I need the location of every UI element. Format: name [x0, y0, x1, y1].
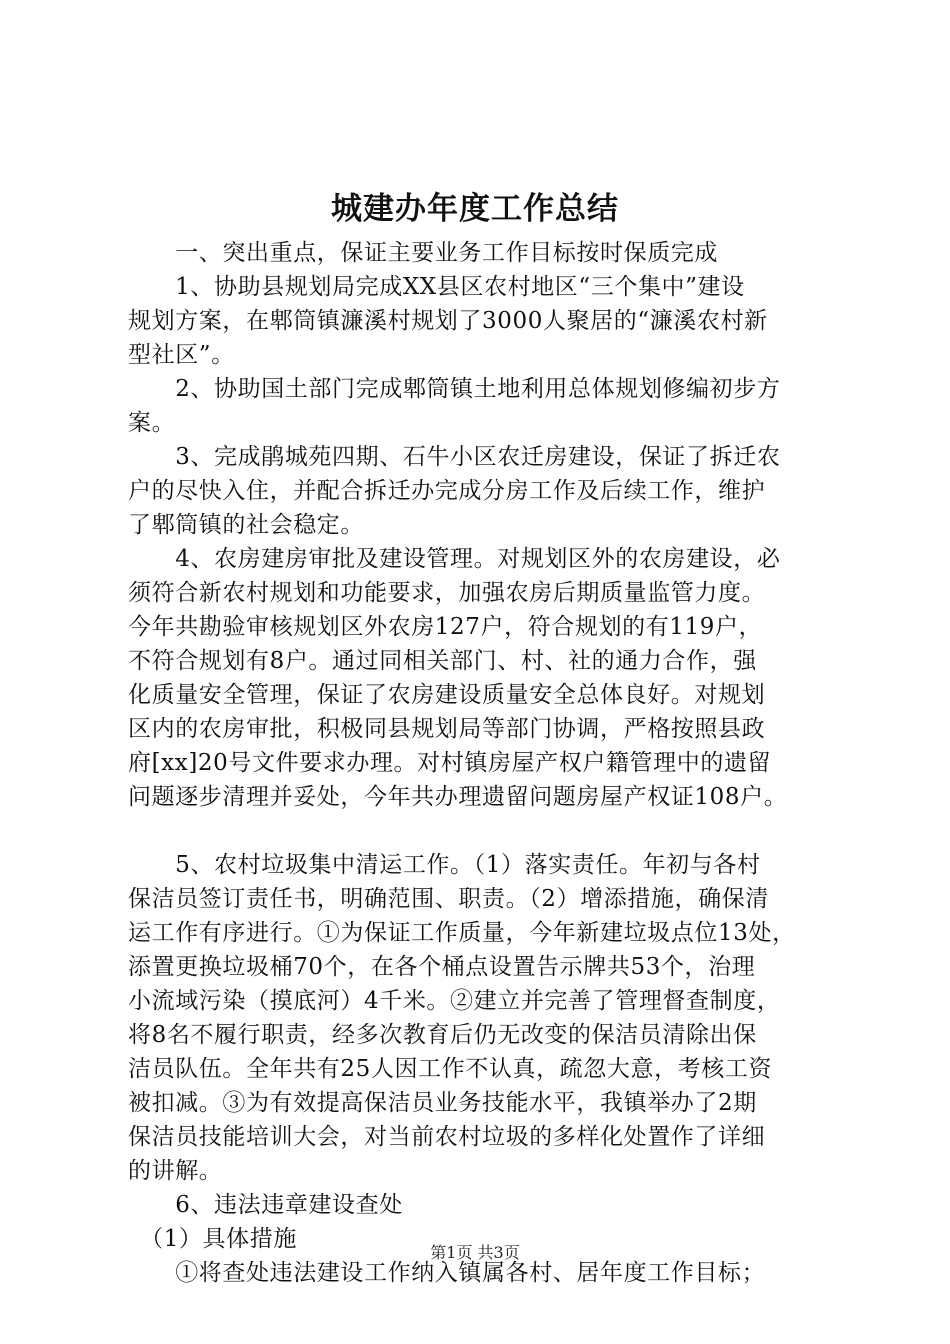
paragraph-line: 不符合规划有8户。通过同相关部门、村、社的通力合作，强: [128, 648, 757, 674]
paragraph-line: 运工作有序进行。①为保证工作质量，今年新建垃圾点位13处，: [128, 920, 796, 946]
paragraph-line: 须符合新农村规划和功能要求，加强农房后期质量监管力度。: [128, 580, 766, 606]
paragraph-line: 1、协助县规划局完成XX县区农村地区“三个集中”建设: [128, 274, 745, 300]
document-body: [128, 236, 828, 1290]
paragraph-line: 规划方案，在郫筒镇濂溪村规划了3000人聚居的“濂溪农村新: [128, 308, 768, 334]
paragraph-line: 5、农村垃圾集中清运工作。（1）落实责任。年初与各村: [128, 852, 761, 878]
paragraph: [128, 270, 828, 372]
paragraph-line: 将8名不履行职责，经多次教育后仍无改变的保洁员清除出保: [128, 1022, 757, 1048]
paragraph-line: 一、突出重点，保证主要业务工作目标按时保质完成: [128, 240, 718, 266]
paragraph-line: 小流域污染（摸底河）4千米。②建立并完善了管理督查制度，: [128, 988, 781, 1014]
paragraph-line: 6、违法违章建设查处: [128, 1192, 403, 1218]
paragraph: [128, 542, 828, 814]
paragraph-line: 问题逐步清理并妥处，今年共办理遗留问题房屋产权证108户。: [128, 784, 788, 810]
paragraph-line: 添置更换垃圾桶70个，在各个桶点设置告示牌共53个，治理: [128, 954, 756, 980]
paragraph-line: 的讲解。: [128, 1158, 223, 1184]
paragraph-line: （1）具体措施: [128, 1226, 297, 1252]
paragraph: [128, 1188, 828, 1222]
paragraph-line: 4、农房建房审批及建设管理。对规划区外的农房建设，必: [128, 546, 781, 572]
paragraph: [128, 372, 828, 440]
paragraph-line: 型社区”。: [128, 342, 235, 368]
paragraph-line: 洁员队伍。全年共有25人因工作不认真，疏忽大意，考核工资: [128, 1056, 773, 1082]
paragraph: [128, 848, 828, 1188]
paragraph-line: 保洁员签订责任书，明确范围、职责。（2）增添措施，确保清: [128, 886, 769, 912]
paragraph-line: 区内的农房审批，积极同县规划局等部门协调，严格按照县政: [128, 716, 766, 742]
paragraph-line: ①将查处违法建设工作纳入镇属各村、居年度工作目标；: [128, 1260, 766, 1286]
paragraph: [128, 440, 828, 542]
paragraph-line: 了郫筒镇的社会稳定。: [128, 512, 364, 538]
paragraph-line: 3、完成鹃城苑四期、石牛小区农迁房建设，保证了拆迁农: [128, 444, 781, 470]
paragraph-line: 化质量安全管理，保证了农房建设质量安全总体良好。对规划: [128, 682, 766, 708]
page-footer: 第1页 共3页: [430, 1243, 520, 1262]
paragraph-line: 府[xx]20号文件要求办理。对村镇房屋产权户籍管理中的遗留: [128, 750, 772, 776]
paragraph-line: 户的尽快入住，并配合拆迁办完成分房工作及后续工作，维护: [128, 478, 766, 504]
paragraph-line: 今年共勘验审核规划区外农房127户，符合规划的有119户，: [128, 614, 763, 640]
paragraph-line: 保洁员技能培训大会，对当前农村垃圾的多样化处置作了详细: [128, 1124, 766, 1150]
paragraph-line: 案。: [128, 410, 176, 436]
paragraph: [128, 236, 828, 270]
document-title: 城建办年度工作总结: [331, 191, 619, 227]
paragraph-line: 被扣减。③为有效提高保洁员业务技能水平，我镇举办了2期: [128, 1090, 757, 1116]
paragraph-line: 2、协助国土部门完成郫筒镇土地利用总体规划修编初步方: [128, 376, 781, 402]
